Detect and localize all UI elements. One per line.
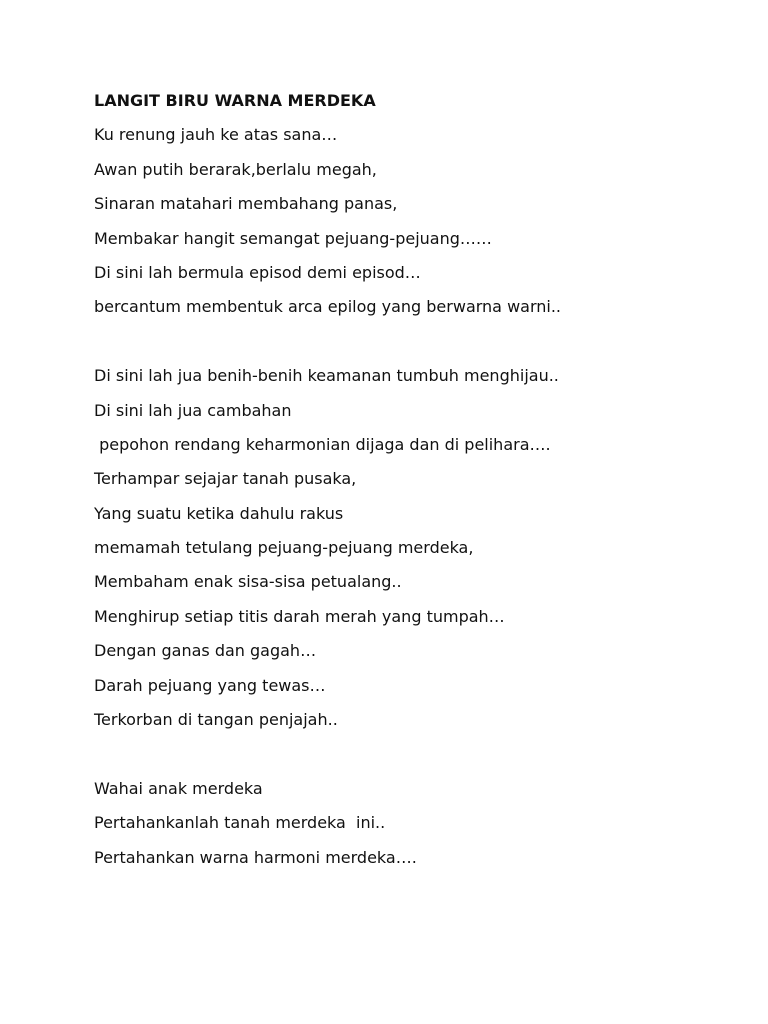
stanza-break — [94, 327, 734, 361]
poem-line: pepohon rendang keharmonian dijaga dan di pelihara…. — [94, 434, 551, 454]
poem-line: Dengan ganas dan gagah… — [94, 641, 317, 661]
poem-line: Sinaran matahari membahang panas, — [94, 194, 398, 214]
stanza-3 — [94, 774, 734, 877]
poem-line: Di sini lah bermula episod demi episod… — [94, 262, 421, 282]
stanza-1 — [94, 120, 734, 326]
poem — [94, 86, 734, 877]
poem-line: Ku renung jauh ke atas sana… — [94, 125, 338, 145]
poem-line: bercantum membentuk arca epilog yang berwarna warni.. — [94, 297, 562, 317]
poem-line: Terkorban di tangan penjajah.. — [94, 710, 338, 730]
poem-line: Wahai anak merdeka — [94, 778, 263, 798]
poem-line: Membakar hangit semangat pejuang-pejuang…… — [94, 228, 492, 248]
poem-line: Darah pejuang yang tewas… — [94, 675, 326, 695]
poem-line: Di sini lah jua benih-benih keamanan tumbuh menghijau.. — [94, 366, 559, 386]
poem-line: memamah tetulang pejuang-pejuang merdeka, — [94, 538, 474, 558]
poem-line: Menghirup setiap titis darah merah yang tumpah… — [94, 606, 505, 626]
poem-line: Awan putih berarak,berlalu megah, — [94, 159, 377, 179]
stanza-break — [94, 739, 734, 773]
stanza-2 — [94, 361, 734, 739]
poem-line: Pertahankanlah tanah merdeka ini.. — [94, 813, 386, 833]
poem-line: Di sini lah jua cambahan — [94, 400, 292, 420]
poem-title: LANGIT BIRU WARNA MERDEKA — [94, 91, 376, 110]
poem-line: Yang suatu ketika dahulu rakus — [94, 503, 344, 523]
poem-line: Membaham enak sisa-sisa petualang.. — [94, 572, 402, 592]
poem-line: Pertahankan warna harmoni merdeka…. — [94, 847, 417, 867]
poem-line: Terhampar sejajar tanah pusaka, — [94, 469, 357, 489]
